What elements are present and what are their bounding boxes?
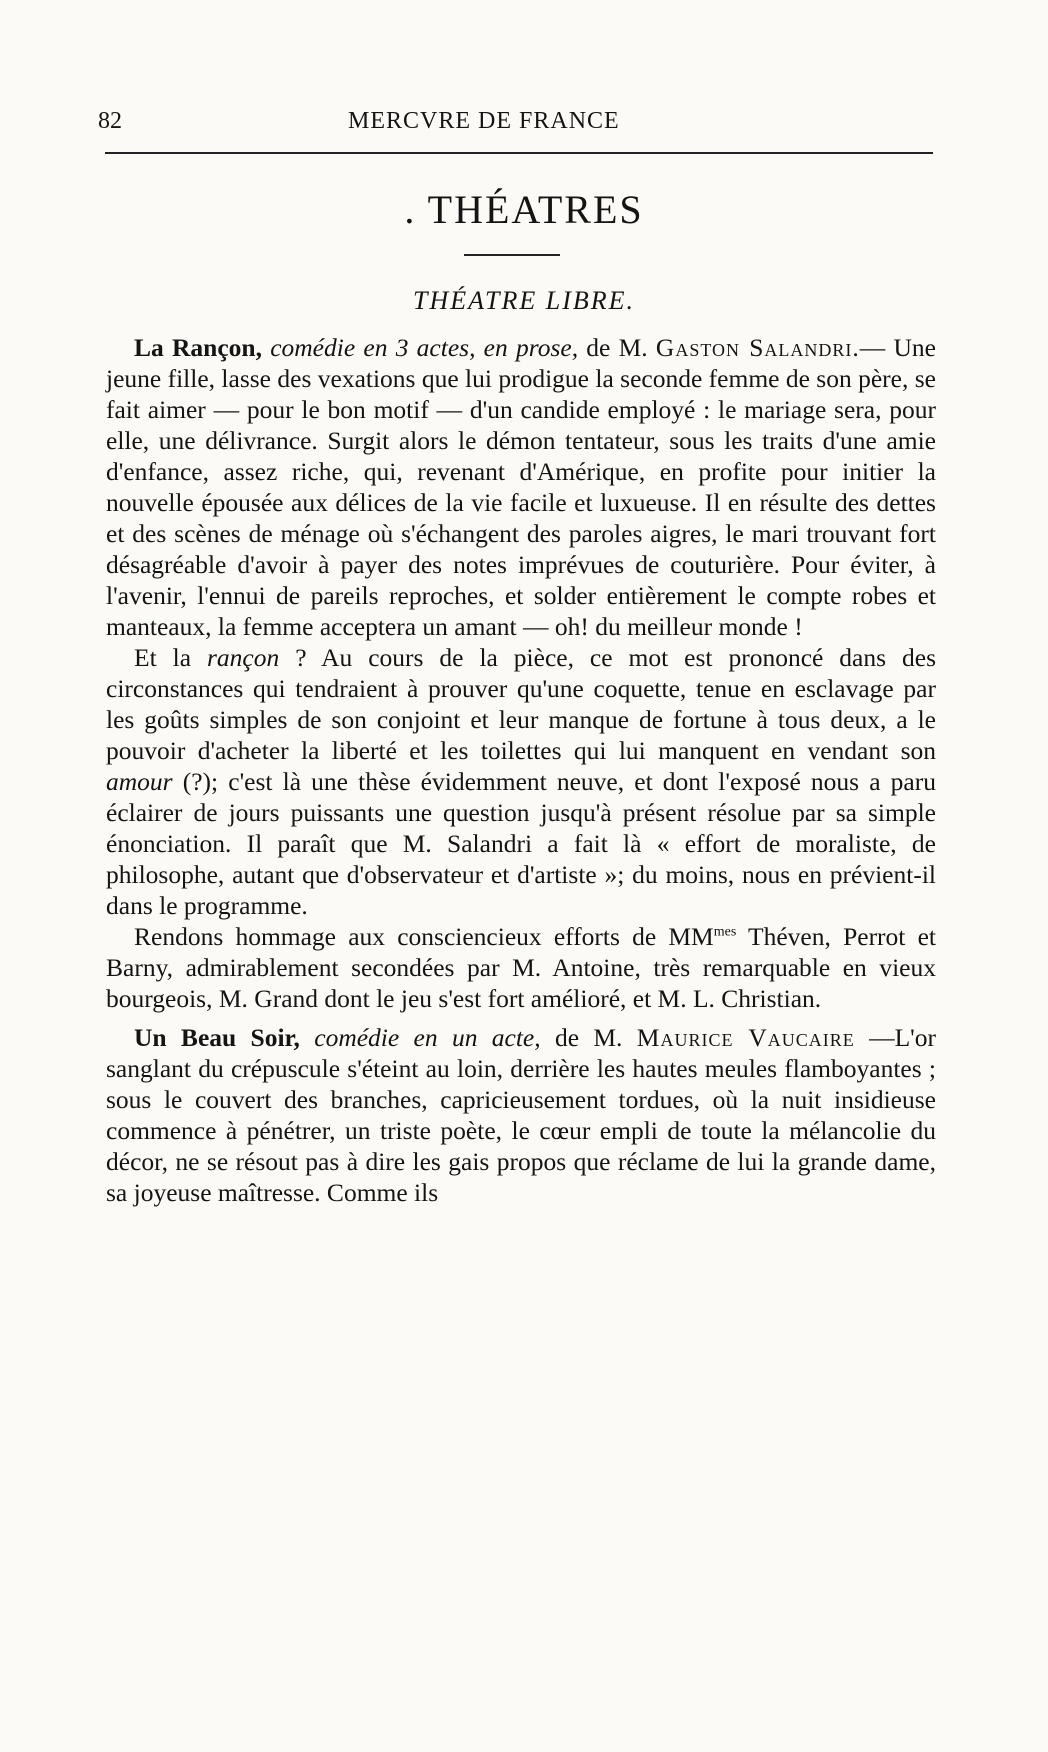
header-rule (105, 152, 933, 154)
play-genre: comédie en 3 actes, en prose, (270, 333, 579, 362)
paragraph-text: ? Au cours de la pièce, ce mot est prononcé dans des circonstances qui tendraient à prouver qu'une coquette, tenue en esclavage par les goûts simples de son conjoint et leur manque de fortune à tous deux, a le pouvoir d'acheter la liberté et les toilettes qui lui manquent en vendant son (106, 643, 936, 765)
play-genre: comédie en un acte, (314, 1023, 541, 1052)
paragraph-text: Théven, Perrot et Barny, admirablement secondées par M. Antoine, très remarquable en vieux bourgeois, M. Grand dont le jeu s'est fort amélioré, et M. L. Christian. (106, 922, 936, 1013)
paragraph-text: — Une jeune fille, lasse des vexations que lui prodigue la seconde femme de son père, se fait aimer — pour le bon motif — d'un candide employé : le mariage sera, pour elle, une délivrance. Surgit alors le démon tentateur, sous les traits d'une amie d'enfance, assez riche, qui, revenant d'Amérique, en profite pour initier la nouvelle épousée aux délices de la vie facile et luxueuse. Il en résulte des dettes et des scènes de ménage où s'échangent des paroles aigres, le mari trouvant fort désagréable d'avoir à payer des notes imprévues de couturière. Pour éviter, à l'avenir, l'ennui de pareils reproches, et solder entièrement le compte robes et manteaux, la femme acceptera un amant — oh! du meilleur monde ! (106, 333, 936, 641)
paragraph (106, 642, 936, 921)
page-number: 82 (98, 108, 122, 134)
byline: de M. (540, 1023, 623, 1052)
paragraph-text: —L'or sanglant du crépuscule s'éteint au loin, derrière les hautes meules flamboyantes ; sous le couvert des branches, capricieusement tordues, où la nuit insidieuse commence à pénétrer, un triste poète, le cœur empli de toute la mélancolie du décor, ne se résout pas à dire les gais propos que réclame de lui la grande dame, sa joyeuse maîtresse. Comme ils (106, 1023, 936, 1207)
emphasis: rançon (207, 643, 280, 672)
byline: de M. (578, 333, 648, 362)
paragraph-text: Rendons hommage aux consciencieux efforts de MM (134, 922, 714, 951)
title-rule (464, 254, 560, 256)
paragraph-text: (?); c'est là une thèse évidemment neuve, et dont l'exposé nous a paru éclairer de jours puissants une question jusqu'à présent résolue par sa simple énonciation. Il paraît que M. Salandri a fait là « effort de moraliste, de philosophe, autant que d'observateur et d'artiste »; du moins, nous en prévient-il dans le programme. (106, 767, 936, 920)
page-header (98, 108, 928, 148)
paragraph (106, 921, 936, 1014)
subsection-title: THÉATRE LIBRE. (412, 286, 636, 315)
running-head: MERCVRE DE FRANCE (348, 108, 620, 134)
section-title: . THÉATRES (404, 187, 644, 232)
paragraph-text: Et la (134, 643, 192, 672)
paragraph (106, 1022, 936, 1208)
author-name: Maurice Vaucaire (636, 1023, 855, 1052)
author-name: Gaston Salandri. (655, 333, 860, 362)
play-title: Un Beau Soir, (134, 1023, 300, 1052)
article-body (106, 332, 936, 1208)
superscript: mes (713, 924, 737, 940)
paragraph (106, 332, 936, 642)
play-title: La Rançon, (134, 333, 262, 362)
emphasis: amour (106, 767, 173, 796)
